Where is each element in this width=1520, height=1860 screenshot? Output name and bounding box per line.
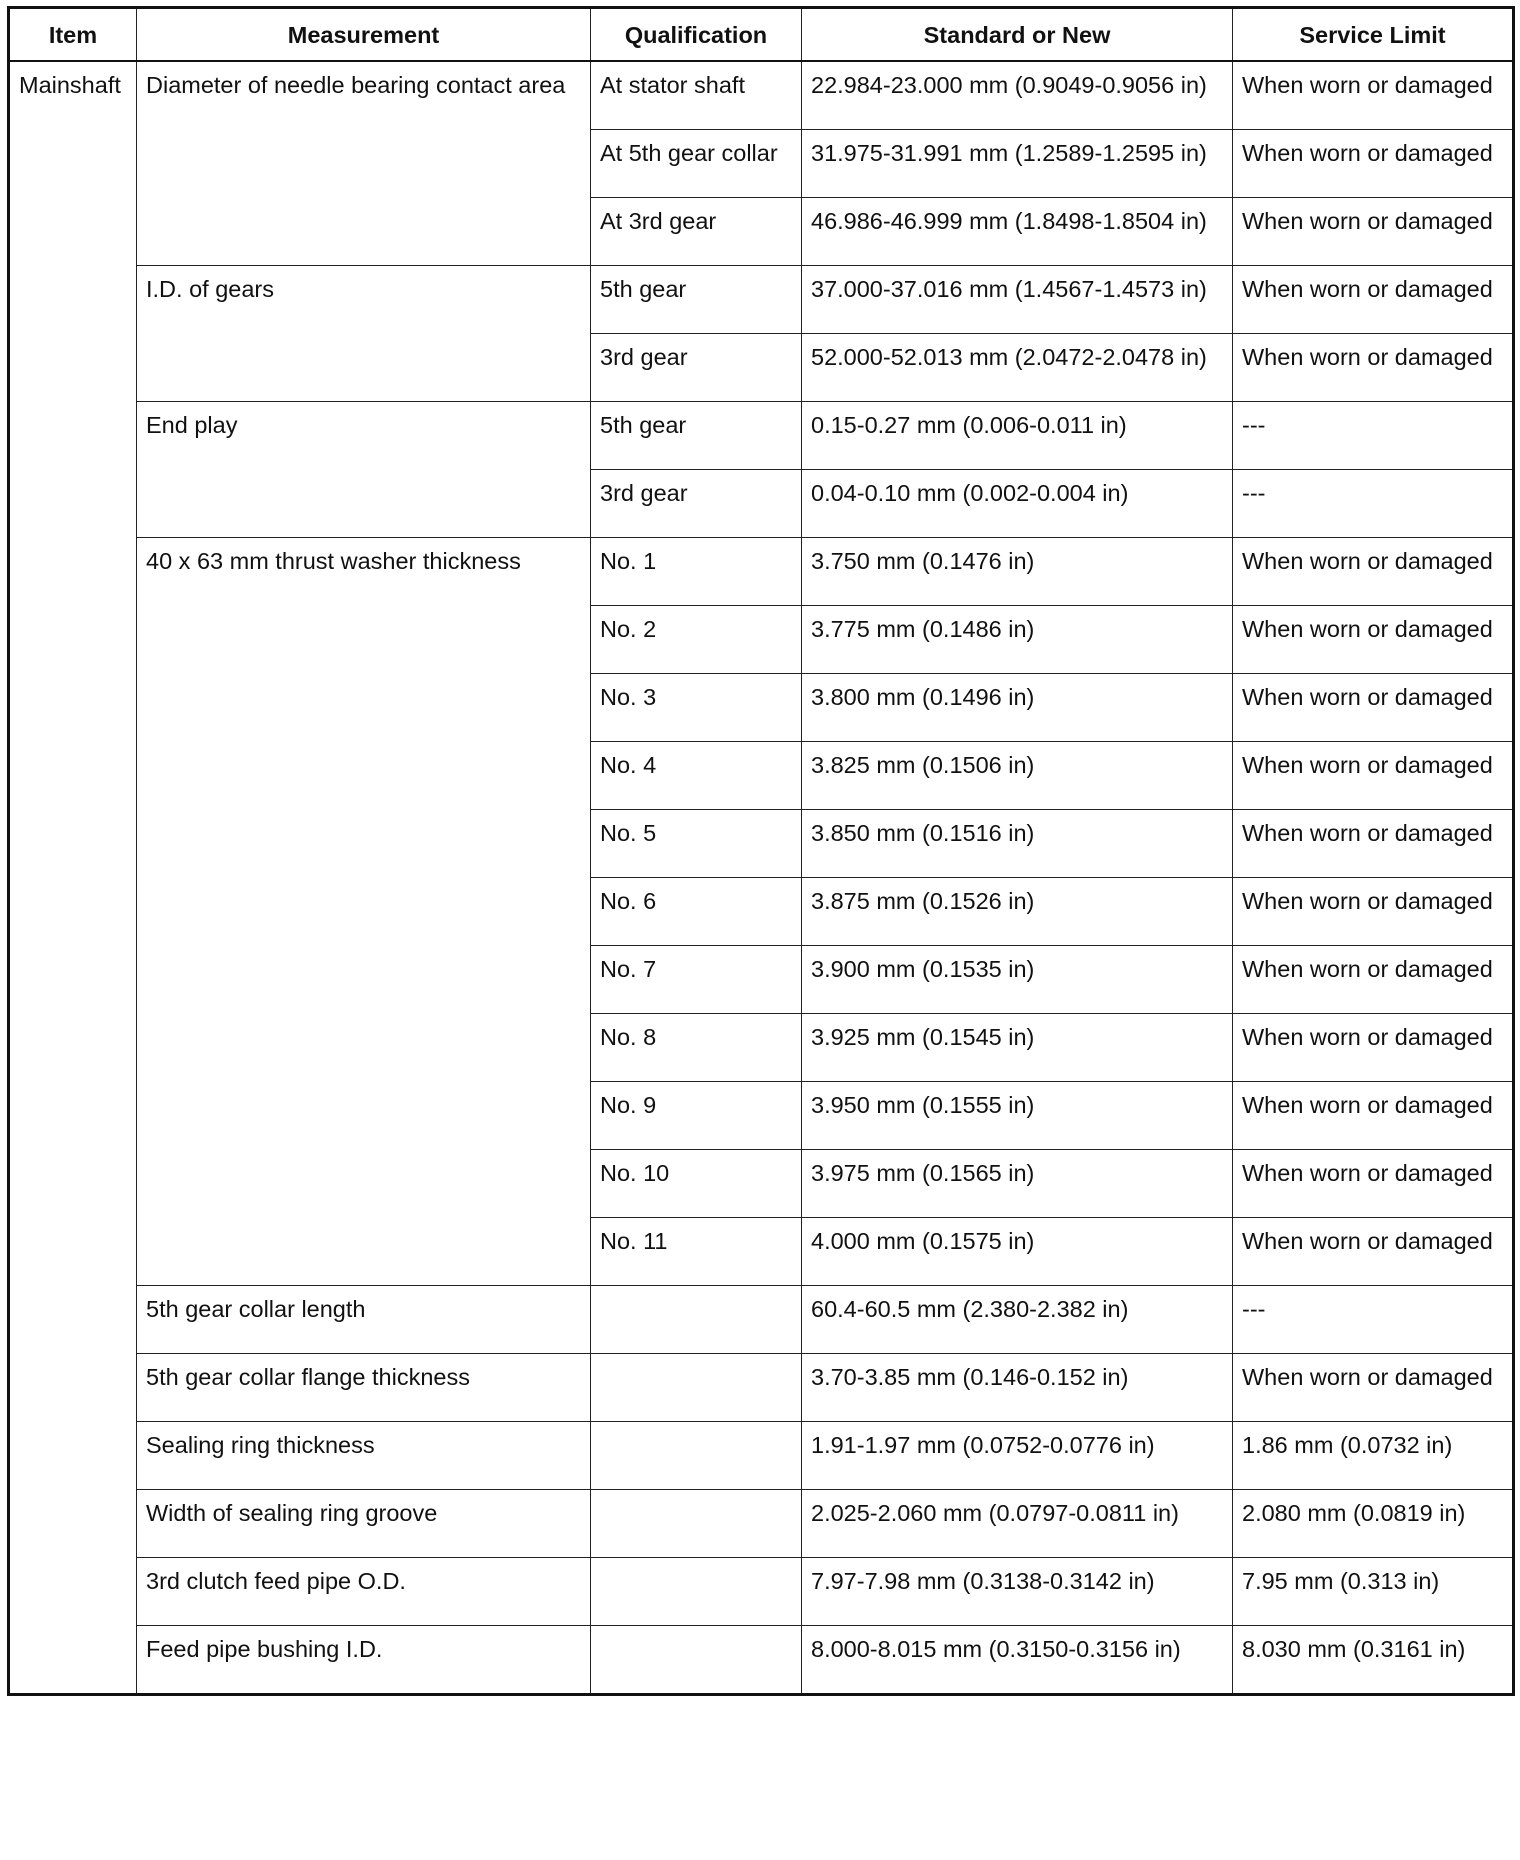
qualification-cell (591, 1626, 802, 1695)
service-limit-cell: When worn or damaged (1233, 606, 1514, 674)
qualification-cell (591, 1558, 802, 1626)
qualification-cell: No. 7 (591, 946, 802, 1014)
measurement-cell: Sealing ring thickness (137, 1422, 591, 1490)
standard-value-cell: 7.97-7.98 mm (0.3138-0.3142 in) (802, 1558, 1233, 1626)
measurement-cell: 5th gear collar length (137, 1286, 591, 1354)
standard-value-cell: 8.000-8.015 mm (0.3150-0.3156 in) (802, 1626, 1233, 1695)
qualification-cell: At 5th gear collar (591, 130, 802, 198)
standard-value-cell: 1.91-1.97 mm (0.0752-0.0776 in) (802, 1422, 1233, 1490)
service-limit-cell: When worn or damaged (1233, 130, 1514, 198)
standard-value-cell: 46.986-46.999 mm (1.8498-1.8504 in) (802, 198, 1233, 266)
standard-value-cell: 3.750 mm (0.1476 in) (802, 538, 1233, 606)
qualification-cell: No. 3 (591, 674, 802, 742)
standard-value-cell: 3.900 mm (0.1535 in) (802, 946, 1233, 1014)
header-service-limit: Service Limit (1233, 8, 1514, 62)
service-limit-cell: When worn or damaged (1233, 334, 1514, 402)
standard-value-cell: 22.984-23.000 mm (0.9049-0.9056 in) (802, 61, 1233, 130)
standard-value-cell: 3.70-3.85 mm (0.146-0.152 in) (802, 1354, 1233, 1422)
service-limit-cell: When worn or damaged (1233, 1014, 1514, 1082)
service-limit-cell: When worn or damaged (1233, 266, 1514, 334)
service-limit-cell: When worn or damaged (1233, 1082, 1514, 1150)
standard-value-cell: 52.000-52.013 mm (2.0472-2.0478 in) (802, 334, 1233, 402)
service-limit-cell: When worn or damaged (1233, 198, 1514, 266)
standard-value-cell: 60.4-60.5 mm (2.380-2.382 in) (802, 1286, 1233, 1354)
table-row (9, 61, 1514, 130)
qualification-cell: 5th gear (591, 266, 802, 334)
service-limit-cell: When worn or damaged (1233, 946, 1514, 1014)
header-standard: Standard or New (802, 8, 1233, 62)
qualification-cell: No. 11 (591, 1218, 802, 1286)
service-limit-cell: When worn or damaged (1233, 878, 1514, 946)
measurement-cell: 3rd clutch feed pipe O.D. (137, 1558, 591, 1626)
qualification-cell: At 3rd gear (591, 198, 802, 266)
table-row (9, 1490, 1514, 1558)
spec-table-frame (7, 6, 1515, 1696)
qualification-cell: No. 9 (591, 1082, 802, 1150)
qualification-cell: 5th gear (591, 402, 802, 470)
spec-table-body (9, 61, 1514, 1695)
table-row (9, 1558, 1514, 1626)
measurement-cell: Width of sealing ring groove (137, 1490, 591, 1558)
service-limit-cell: When worn or damaged (1233, 810, 1514, 878)
standard-value-cell: 3.775 mm (0.1486 in) (802, 606, 1233, 674)
measurement-cell: 5th gear collar flange thickness (137, 1354, 591, 1422)
standard-value-cell: 3.925 mm (0.1545 in) (802, 1014, 1233, 1082)
service-limit-cell: When worn or damaged (1233, 1218, 1514, 1286)
qualification-cell: 3rd gear (591, 334, 802, 402)
standard-value-cell: 0.15-0.27 mm (0.006-0.011 in) (802, 402, 1233, 470)
qualification-cell: No. 2 (591, 606, 802, 674)
service-limit-cell: When worn or damaged (1233, 61, 1514, 130)
qualification-cell (591, 1490, 802, 1558)
standard-value-cell: 37.000-37.016 mm (1.4567-1.4573 in) (802, 266, 1233, 334)
qualification-cell: At stator shaft (591, 61, 802, 130)
table-row (9, 1422, 1514, 1490)
service-limit-cell: When worn or damaged (1233, 538, 1514, 606)
qualification-cell: No. 1 (591, 538, 802, 606)
table-row (9, 1626, 1514, 1695)
qualification-cell (591, 1286, 802, 1354)
service-limit-cell: --- (1233, 402, 1514, 470)
measurement-cell: Feed pipe bushing I.D. (137, 1626, 591, 1695)
standard-value-cell: 3.875 mm (0.1526 in) (802, 878, 1233, 946)
table-row (9, 266, 1514, 334)
qualification-cell (591, 1354, 802, 1422)
table-row (9, 402, 1514, 470)
measurement-cell: I.D. of gears (137, 266, 591, 402)
qualification-cell: No. 6 (591, 878, 802, 946)
qualification-cell: 3rd gear (591, 470, 802, 538)
table-row (9, 1354, 1514, 1422)
standard-value-cell: 0.04-0.10 mm (0.002-0.004 in) (802, 470, 1233, 538)
standard-value-cell: 31.975-31.991 mm (1.2589-1.2595 in) (802, 130, 1233, 198)
service-limit-cell: When worn or damaged (1233, 742, 1514, 810)
mainshaft-spec-table (7, 6, 1515, 1696)
header-row (9, 8, 1514, 62)
service-limit-cell: 8.030 mm (0.3161 in) (1233, 1626, 1514, 1695)
table-row (9, 538, 1514, 606)
standard-value-cell: 3.800 mm (0.1496 in) (802, 674, 1233, 742)
service-limit-cell: 2.080 mm (0.0819 in) (1233, 1490, 1514, 1558)
service-limit-cell: --- (1233, 470, 1514, 538)
service-limit-cell: 1.86 mm (0.0732 in) (1233, 1422, 1514, 1490)
standard-value-cell: 4.000 mm (0.1575 in) (802, 1218, 1233, 1286)
service-limit-cell: When worn or damaged (1233, 674, 1514, 742)
qualification-cell: No. 5 (591, 810, 802, 878)
qualification-cell: No. 8 (591, 1014, 802, 1082)
measurement-cell: End play (137, 402, 591, 538)
service-limit-cell: 7.95 mm (0.313 in) (1233, 1558, 1514, 1626)
header-qualification: Qualification (591, 8, 802, 62)
standard-value-cell: 3.975 mm (0.1565 in) (802, 1150, 1233, 1218)
service-limit-cell: When worn or damaged (1233, 1150, 1514, 1218)
standard-value-cell: 2.025-2.060 mm (0.0797-0.0811 in) (802, 1490, 1233, 1558)
qualification-cell: No. 10 (591, 1150, 802, 1218)
standard-value-cell: 3.825 mm (0.1506 in) (802, 742, 1233, 810)
measurement-cell: Diameter of needle bearing contact area (137, 61, 591, 266)
measurement-cell: 40 x 63 mm thrust washer thickness (137, 538, 591, 1286)
standard-value-cell: 3.950 mm (0.1555 in) (802, 1082, 1233, 1150)
table-row (9, 1286, 1514, 1354)
item-cell: Mainshaft (9, 61, 137, 1695)
header-item: Item (9, 8, 137, 62)
service-limit-cell: When worn or damaged (1233, 1354, 1514, 1422)
standard-value-cell: 3.850 mm (0.1516 in) (802, 810, 1233, 878)
qualification-cell (591, 1422, 802, 1490)
qualification-cell: No. 4 (591, 742, 802, 810)
header-measurement: Measurement (137, 8, 591, 62)
service-limit-cell: --- (1233, 1286, 1514, 1354)
